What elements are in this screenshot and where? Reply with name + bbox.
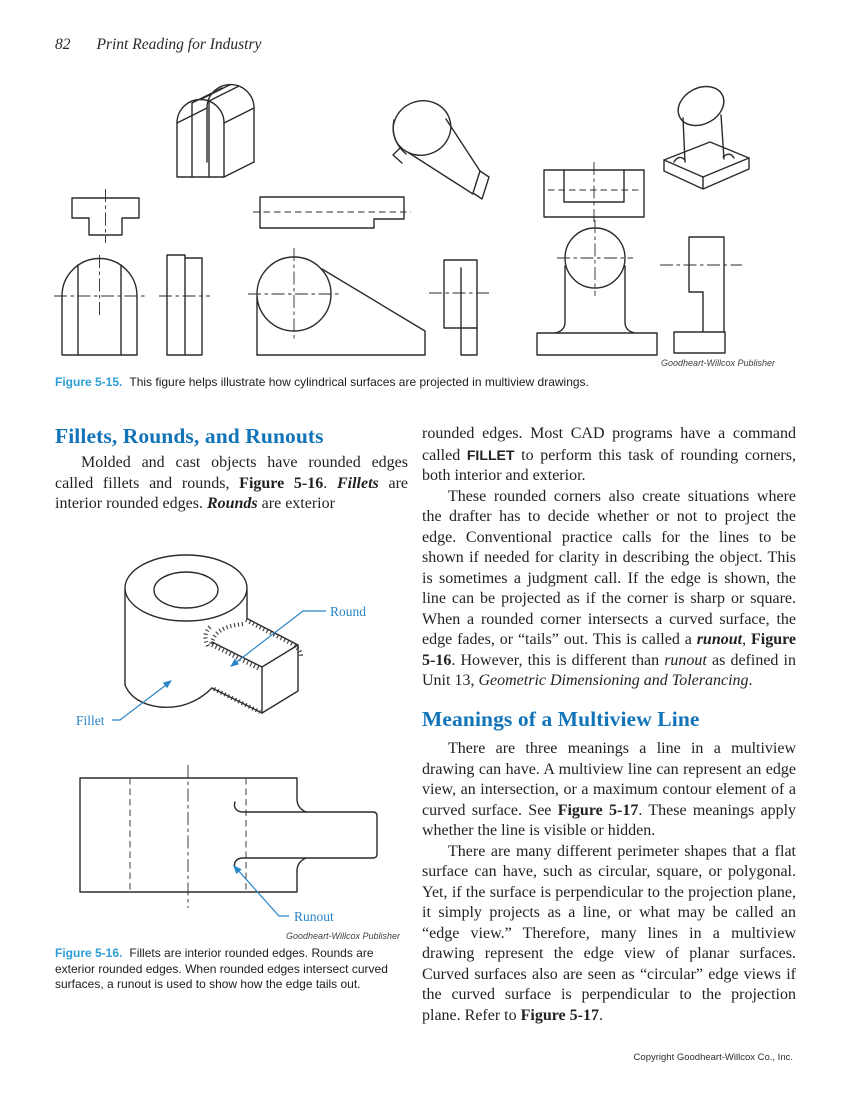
figure-5-15-credit: Goodheart-Willcox Publisher	[661, 358, 775, 368]
multiview-group-arch-block	[54, 85, 254, 356]
paragraph: There are many different perimeter shapes that a flat surface can have, such as circular, square, or polygonal. Yet, if the surface is perpendicular to the projection plane, it simply projects as a line, or what may be called an “edge view.” Therefore, many lines in a multiview drawing represent the edge view of planar surfaces. Curved surfaces also are seen as “circular” edge views if the curved surface is perpendicular to the projection plane. Refer to Figure 5-17.	[422, 842, 796, 1024]
right-column-text	[422, 424, 796, 1026]
paragraph: Molded and cast objects have rounded edges called fillets and rounds, Figure 5-16. Fillets are interior rounded edges. Rounds are exterior	[55, 454, 408, 512]
paragraph: There are three meanings a line in a multiview drawing can have. A multiview line can represent an edge view, an intersection, or a maximum contour element of a curved surface. See Figure 5-17. These meanings apply whether the line is visible or hidden.	[422, 740, 797, 839]
fillet-callout	[76, 680, 172, 728]
running-head	[55, 36, 261, 54]
figure-5-15-multiview-drawings	[52, 72, 792, 372]
page-number: 82	[55, 36, 71, 53]
multiview-group-boss-on-base	[537, 79, 749, 355]
left-column-text	[55, 453, 408, 515]
figure-5-15-caption-text: This figure helps illustrate how cylindrical surfaces are projected in multiview drawings.	[129, 375, 589, 389]
paragraph: rounded edges. Most CAD programs have a command called FILLET to perform this task of rounding corners, both interior and exterior.	[422, 425, 796, 484]
copyright-notice: Copyright Goodheart-Willcox Co., Inc.	[633, 1052, 793, 1063]
runout-callout	[233, 865, 334, 924]
section-heading-fillets-rounds-runouts: Fillets, Rounds, and Runouts	[55, 424, 324, 448]
running-title: Print Reading for Industry	[96, 36, 262, 53]
round-label: Round	[330, 604, 367, 619]
fillet-label: Fillet	[76, 713, 105, 728]
figure-5-16-caption-text: Fillets are interior rounded edges. Rounds are exterior rounded edges. When rounded edges intersect curved surfaces, a runout is used to show how the edge tails out.	[55, 946, 388, 991]
paragraph: These rounded corners also create situations where the drafter has to decide whether or not to project the edge. Conventional practice calls for the lines to be shown if needed for clarity in describing the object. This is sometimes a judgment call. If the edge is shown, the line can be projected as if the corner is sharp or square. When a rounded corner intersects a curved surface, the edge fades, or “tails” out. This is called a runout, Figure 5-16. However, this is different than runout as defined in Unit 13, Geometric Dimensioning and Tolerancing.	[422, 487, 796, 689]
figure-5-15-caption-label: Figure 5-15.	[55, 375, 123, 389]
figure-5-15-caption	[55, 375, 785, 391]
runout-label: Runout	[294, 909, 334, 924]
figure-5-16-credit: Goodheart-Willcox Publisher	[286, 931, 400, 941]
section-heading-meanings-of-a-multiview-line: Meanings of a Multiview Line	[422, 706, 700, 731]
figure-5-16-caption	[55, 946, 407, 993]
figure-5-16-isometric-drawing	[60, 545, 400, 745]
runout-view	[80, 765, 377, 908]
figure-5-16-caption-label: Figure 5-16.	[55, 946, 123, 960]
cylinder-with-arm	[125, 555, 301, 713]
figure-5-16-multiview-drawing	[60, 753, 400, 931]
multiview-group-cylinder-wedge	[248, 93, 492, 355]
